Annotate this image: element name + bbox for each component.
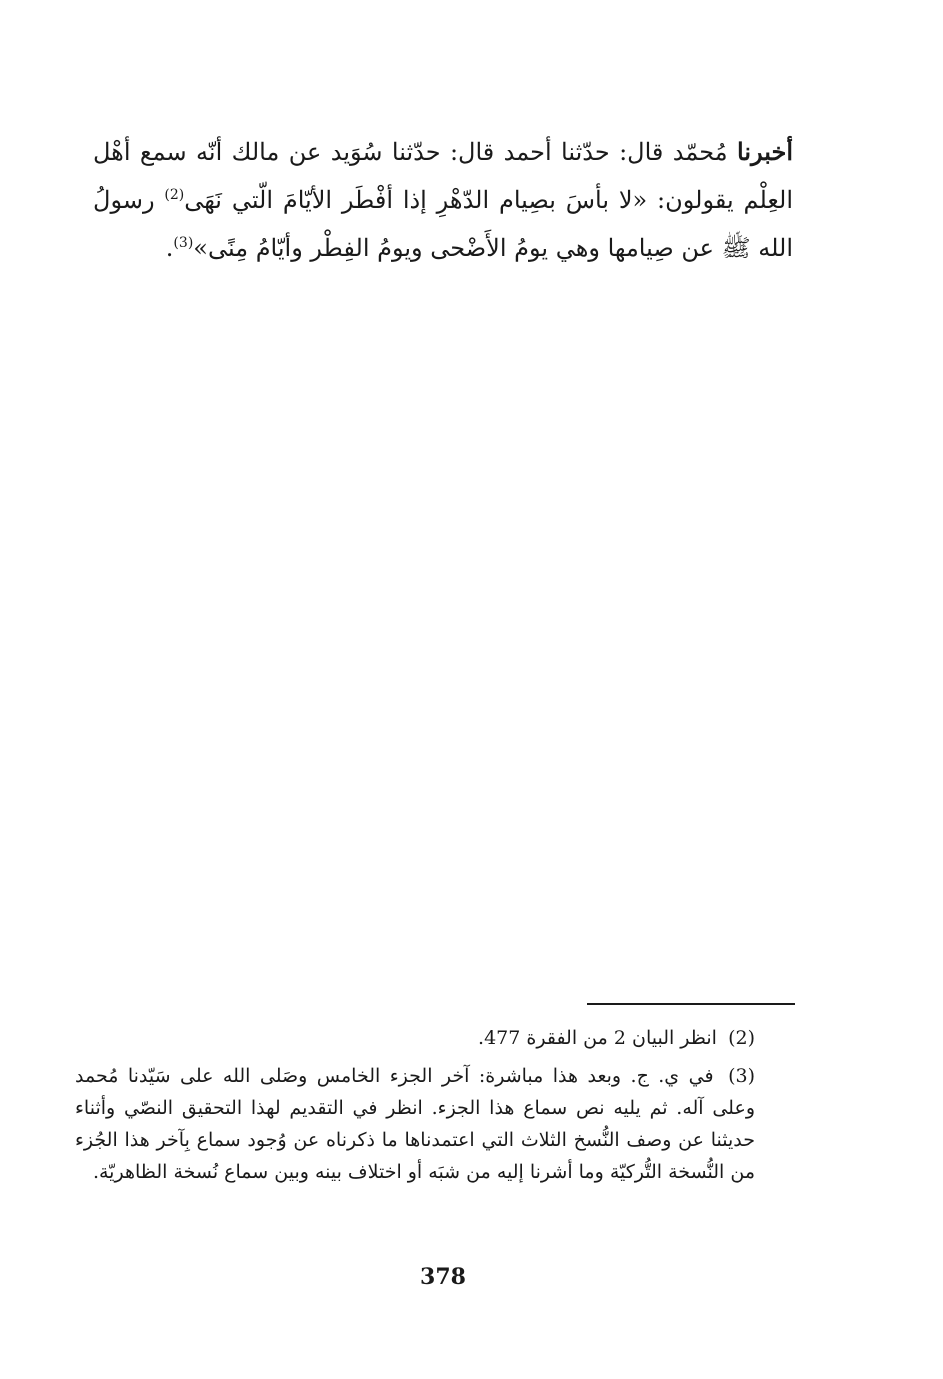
main-text-paragraph — [93, 128, 793, 272]
page-number: 378 — [420, 1264, 466, 1290]
main-text-part-3: . — [165, 234, 174, 262]
main-text-part-2: رسولُ الله ﷺ عن صِيامها وهي يومُ الأَضْحى ويومُ الفِطْر وأيّامُ مِنًى» — [93, 186, 793, 262]
footnote-text: في ي. ج. وبعد هذا مباشرة: آخر الجزء الخامس وصَلى الله على سَيّدنا مُحمد وعلى آله. ثم يليه نص سماع هذا الجزء. انظر في التقديم لهذا التحقيق النصّي وأثناء حديثنا عن وصف النُّسخ الثلاث التي اعتمدناها ما ذكرناه عن وُجود سماع بِآخر هذا الجُزء من النُّسخة التُّركيّة وما أشرنا إليه من شبَه أو اختلاف بينه وبين سماع نُسخة الظاهريّة. — [75, 1065, 755, 1183]
footnote-number: (3) — [728, 1065, 755, 1087]
footnotes — [75, 1022, 755, 1194]
footnote-2 — [75, 1022, 755, 1054]
footnote-3 — [75, 1060, 755, 1188]
footnote-divider — [587, 1003, 795, 1005]
main-text-part-1: مُحمّد قال: حدّثنا أحمد قال: حدّثنا سُوَيد عن مالك أنّه سمع أهْل العِلْم يقولون: «لا بأسَ بصِيام الدّهْرِ إذا أفْطَر الأيّامَ الّتي نَهَى — [93, 138, 793, 214]
footnote-ref-2: (2) — [164, 187, 185, 203]
footnote-ref-3: (3) — [173, 235, 194, 251]
footnote-number: (2) — [728, 1027, 755, 1049]
lead-word: أخبرنا — [737, 137, 793, 166]
footnote-text: انظر البيان 2 من الفقرة 477. — [478, 1027, 717, 1049]
